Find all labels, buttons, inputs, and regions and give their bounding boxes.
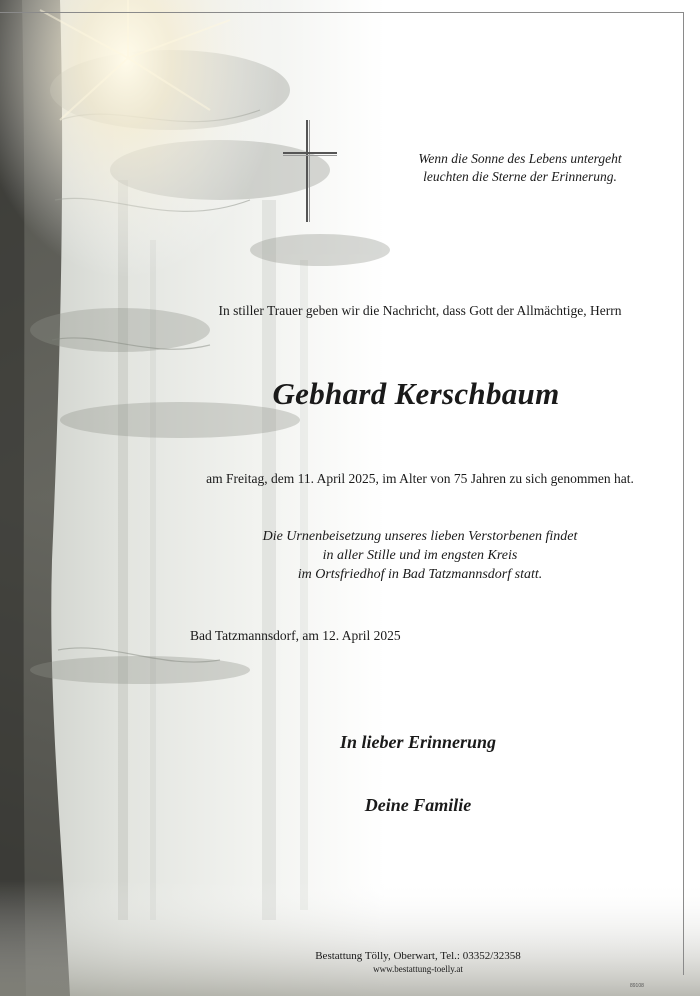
undertaker-footer (268, 950, 568, 976)
burial-line-1: Die Urnenbeisetzung unseres lieben Verstorbenen findet (262, 529, 578, 544)
print-code: 89108 (630, 983, 644, 989)
death-details: am Freitag, dem 11. April 2025, im Alter von 75 Jahren zu sich genommen hat. (206, 471, 634, 486)
motto-line-1: Wenn die Sonne des Lebens untergeht (418, 151, 622, 166)
burial-info (198, 527, 642, 584)
undertaker-website: www.bestattung-toelly.at (373, 964, 463, 974)
place-and-date: Bad Tatzmannsdorf, am 12. April 2025 (190, 628, 401, 643)
burial-line-3: im Ortsfriedhof in Bad Tatzmannsdorf statt. (297, 567, 543, 582)
closing-phrase: In lieber Erinnerung (339, 732, 497, 752)
motto-quote (398, 150, 642, 186)
deceased-name: Gebhard Kerschbaum (272, 376, 560, 411)
undertaker-contact: Bestattung Tölly, Oberwart, Tel.: 03352/32358 (315, 950, 521, 962)
burial-line-2: in aller Stille und im engsten Kreis (322, 548, 518, 563)
announcement-intro: In stiller Trauer geben wir die Nachricht, dass Gott der Allmächtige, Herrn (218, 303, 622, 318)
family-signature: Deine Familie (364, 795, 472, 815)
cross-icon (283, 120, 337, 222)
motto-line-2: leuchten die Sterne der Erinnerung. (423, 169, 617, 184)
